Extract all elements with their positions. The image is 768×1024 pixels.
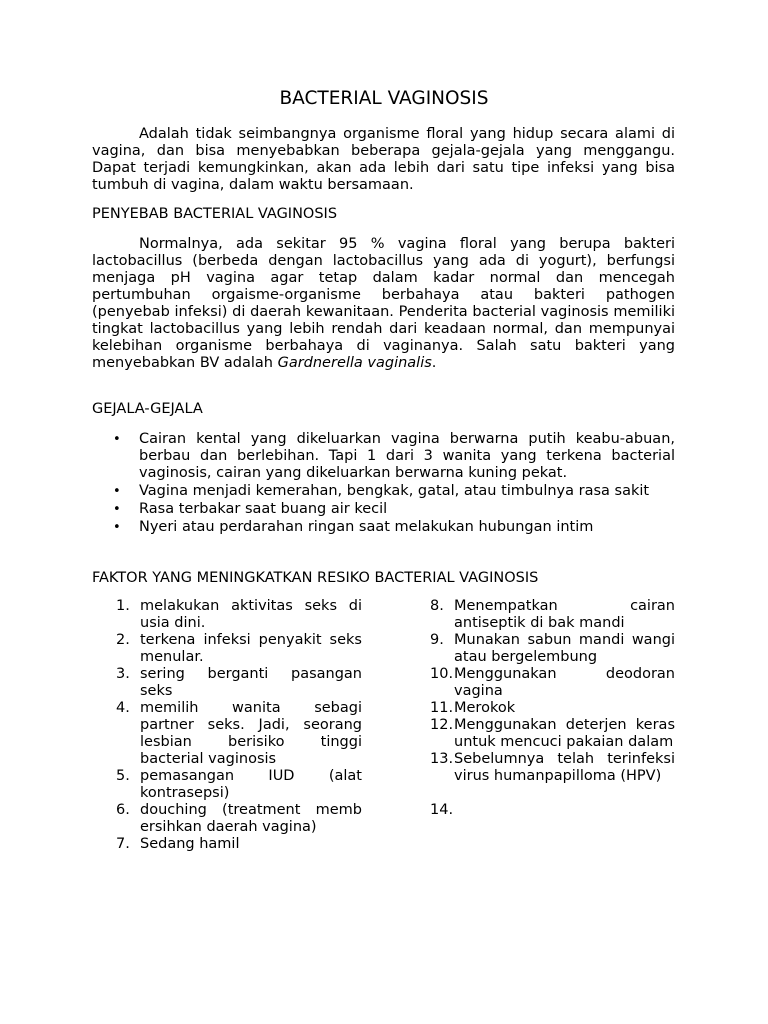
list-item-text: Nyeri atau perdarahan ringan saat melakukan hubungan intim bbox=[139, 519, 594, 535]
list-item-text: Sedang hamil bbox=[140, 836, 240, 852]
symptoms-list bbox=[92, 431, 675, 536]
list-item bbox=[116, 598, 362, 632]
list-item bbox=[430, 751, 675, 785]
risk-section bbox=[92, 570, 675, 587]
list-item bbox=[92, 431, 675, 482]
list-item-number: 14. bbox=[430, 802, 454, 818]
cause-species: Gardnerella vaginalis bbox=[277, 355, 432, 371]
list-item-text: Cairan kental yang dikeluarkan vagina berwarna putih keabu-abuan, berbau dan berlebihan. Tapi 1 dari 3 wanita yang terkena bacterial vaginosis, cairan yang dikeluarkan berwarna kuning pekat. bbox=[139, 431, 675, 481]
list-item-text: douching (treatment memb ersihkan daerah vagina) bbox=[140, 802, 362, 835]
symptoms-heading: GEJALA-GEJALA bbox=[92, 401, 203, 417]
list-item-number: 1. bbox=[116, 598, 130, 614]
list-item bbox=[116, 768, 362, 802]
risk-list-right bbox=[430, 598, 675, 818]
list-item-number: 8. bbox=[430, 598, 444, 614]
list-item-number: 11. bbox=[430, 700, 454, 716]
list-item-text: Vagina menjadi kemerahan, bengkak, gatal, atau timbulnya rasa sakit bbox=[139, 483, 650, 499]
list-item-number: 10. bbox=[430, 666, 454, 682]
bullet-icon: • bbox=[113, 520, 121, 535]
list-item-number: 5. bbox=[116, 768, 130, 784]
symptoms-section bbox=[92, 401, 675, 418]
list-item bbox=[430, 717, 675, 751]
intro-section bbox=[92, 126, 675, 194]
list-item bbox=[116, 700, 362, 768]
list-item bbox=[430, 598, 675, 632]
list-item bbox=[430, 632, 675, 666]
cause-body bbox=[92, 236, 675, 372]
list-item-number: 4. bbox=[116, 700, 130, 716]
list-item bbox=[92, 519, 675, 536]
list-item-number: 12. bbox=[430, 717, 454, 733]
cause-paragraph bbox=[92, 236, 675, 372]
cause-end: . bbox=[431, 355, 437, 371]
bullet-icon: • bbox=[113, 484, 121, 499]
list-item bbox=[430, 700, 675, 717]
list-item-text: Merokok bbox=[454, 700, 516, 716]
list-item bbox=[430, 666, 675, 700]
list-item-text: Rasa terbakar saat buang air kecil bbox=[139, 501, 388, 517]
cause-text: Normalnya, ada sekitar 95 % vagina floral yang berupa bakteri lactobacillus (berbeda dengan lactobacillus yang ada di yogurt), berfungsi menjaga pH vagina agar tetap dalam kadar normal dan mencegah pertumbuhan orgaisme-organisme berbahaya atau bakteri pathogen (penyebab infeksi) di daerah kewanitaan. Penderita bacterial vaginosis memiliki tingkat lactobacillus yang lebih rendah dari keadaan normal, dan mempunyai kelebihan organisme berbahaya di vaginanya. Salah satu bakteri yang menyebabkan BV adalah bbox=[92, 236, 675, 371]
list-item bbox=[116, 666, 362, 700]
list-item bbox=[92, 483, 675, 500]
list-item-text: pemasangan IUD (alat kontrasepsi) bbox=[140, 768, 362, 801]
intro-paragraph: Adalah tidak seimbangnya organisme floral yang hidup secara alami di vagina, dan bisa menyebabkan beberapa gejala-gejala yang menggangu. Dapat terjadi kemungkinkan, akan ada lebih dari satu tipe infeksi yang bisa tumbuh di vagina, dalam waktu bersamaan. bbox=[92, 126, 675, 193]
list-item bbox=[116, 632, 362, 666]
list-item-text: Menempatkan cairan antiseptik di bak mandi bbox=[454, 598, 675, 631]
list-item-text: Menggunakan deodoran vagina bbox=[454, 666, 675, 699]
list-item-text: Munakan sabun mandi wangi atau bergelembung bbox=[454, 632, 675, 665]
risk-list-left bbox=[116, 598, 362, 853]
list-item bbox=[116, 802, 362, 836]
cause-heading: PENYEBAB BACTERIAL VAGINOSIS bbox=[92, 206, 338, 222]
list-item-number: 7. bbox=[116, 836, 130, 852]
list-item-text: sering berganti pasangan seks bbox=[140, 666, 362, 699]
bullet-icon: • bbox=[113, 432, 121, 447]
document-title: BACTERIAL VAGINOSIS bbox=[279, 88, 489, 109]
list-item-text: Menggunakan deterjen keras untuk mencuci pakaian dalam bbox=[454, 717, 675, 750]
list-item bbox=[92, 501, 675, 518]
bullet-icon: • bbox=[113, 502, 121, 517]
list-item-text: memilih wanita sebagi partner seks. Jadi, seorang lesbian berisiko tinggi bacterial vaginosis bbox=[140, 700, 362, 767]
list-item-number: 13. bbox=[430, 751, 454, 767]
symptoms-list-wrap bbox=[92, 431, 675, 537]
cause-section bbox=[92, 206, 675, 223]
list-item-number: 9. bbox=[430, 632, 444, 648]
list-item-text: melakukan aktivitas seks di usia dini. bbox=[140, 598, 362, 631]
list-item-text: terkena infeksi penyakit seks menular. bbox=[140, 632, 362, 665]
risk-heading: FAKTOR YANG MENINGKATKAN RESIKO BACTERIAL VAGINOSIS bbox=[92, 570, 539, 586]
list-item bbox=[116, 836, 362, 853]
list-item-text: Sebelumnya telah terinfeksi virus humanpapilloma (HPV) bbox=[454, 751, 675, 784]
list-item-number: 6. bbox=[116, 802, 130, 818]
list-item-number: 3. bbox=[116, 666, 130, 682]
list-item-number: 2. bbox=[116, 632, 130, 648]
